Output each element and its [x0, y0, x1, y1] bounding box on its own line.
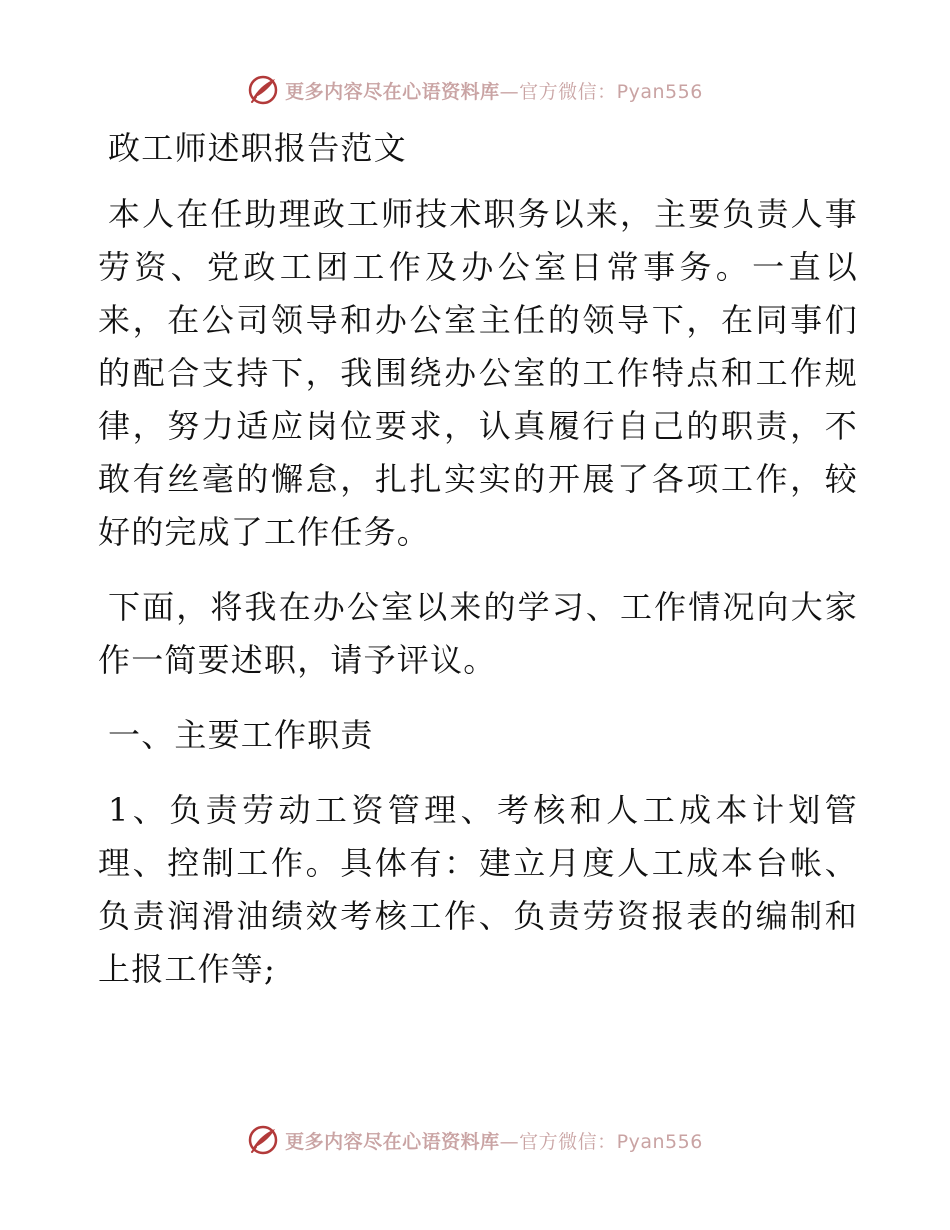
quill-pen-logo-icon: [247, 1124, 279, 1156]
document-body: [98, 122, 858, 996]
section-heading-main-duties: 一、主要工作职责: [108, 716, 374, 754]
quill-pen-logo-icon: [247, 74, 279, 106]
paragraph-duty-1: 1、负责劳动工资管理、考核和人工成本计划管理、控制工作。具体有：建立月度人工成本台帐、负责润滑油绩效考核工作、负责劳资报表的编制和上报工作等;: [98, 791, 858, 988]
header-banner: [0, 70, 950, 110]
document-title: 政工师述职报告范文: [108, 129, 407, 167]
footer-banner-tail: —官方微信：Pyan556: [499, 1130, 703, 1153]
paragraph-summary-request: 下面，将我在办公室以来的学习、工作情况向大家作一简要述职，请予评议。: [98, 588, 858, 679]
paragraph-intro: 本人在任助理政工师技术职务以来，主要负责人事劳资、党政工团工作及办公室日常事务。一直以来，在公司领导和办公室主任的领导下，在同事们的配合支持下，我围绕办公室的工作特点和工作规律，努力适应岗位要求，认真履行自己的职责，不敢有丝毫的懈怠，扎扎实实的开展了各项工作，较好的完成了工作任务。: [98, 195, 858, 551]
header-banner-text: [285, 77, 703, 104]
footer-banner: [0, 1120, 950, 1160]
footer-banner-text: [285, 1127, 703, 1154]
header-banner-lead: 更多内容尽在心语资料库: [285, 80, 500, 103]
header-banner-tail: —官方微信：Pyan556: [499, 80, 703, 103]
footer-banner-lead: 更多内容尽在心语资料库: [285, 1130, 500, 1153]
